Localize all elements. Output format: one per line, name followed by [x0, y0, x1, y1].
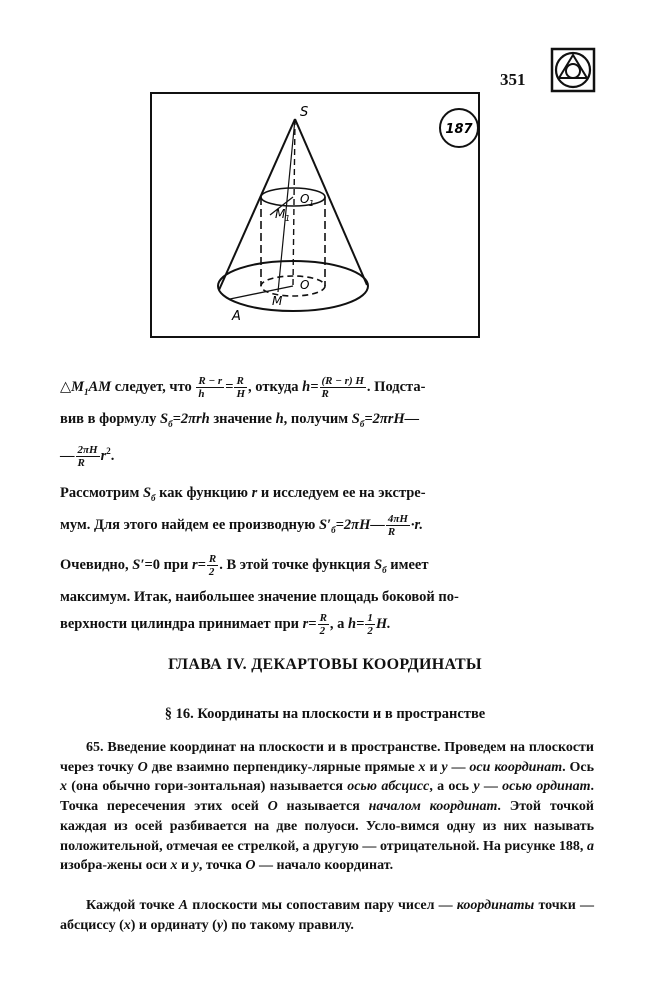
figure-number-badge: 187 — [445, 122, 473, 137]
chapter-title: ГЛАВА IV. ДЕКАРТОВЫ КООРДИНАТЫ — [168, 656, 482, 673]
label-o1-sub: 1 — [309, 199, 315, 208]
paragraph-derivation: $\triangle M_1AM$ следует, что $\frac{R - r}{h}$ = $\frac{R}{H}$ , откуда h= $\frac{(R - r) H}{R}$ . Подста- вив в формулу $S_б=2\pi rh$ значение h, получим $S_б=2\pi rH—$ — $\frac{2\pi H}{R}$ $r^2$. — [60, 375, 426, 469]
section-logo-icon — [549, 46, 597, 94]
label-m1: M — [275, 207, 286, 221]
page-number: 351 — [500, 70, 526, 89]
figure-cone-cylinder — [150, 92, 480, 338]
paragraph-coordinates-rule: Каждой точке A плоскости мы сопоставим пару чисел — координаты точки — абсциссу (x) и ординату (y) по такому правилу. — [60, 898, 594, 933]
paragraph-65: 65. Введение координат на плоскости и в пространстве. Проведем на плоскости через точку O две взаимно перпендику-лярные прямые x и y — оси координат. Ось x (она обычно гори-зонтальная) называется осью абсцисс, а ось y — осью ординат. Точка пересечения этих осей O называется началом координат. Этой точкой каждая из осей разбивается на две полуоси. Усло-вимся одну из них называть положительной, отмечая ее стрелкой, а другую — отрицательной. На рисунке 188, а изобра-жены оси x и y, точка O — начало координат. — [60, 740, 594, 874]
label-m1-sub: 1 — [285, 214, 291, 223]
section-title: § 16. Координаты на плоскости и в пространстве — [164, 706, 486, 722]
label-s: S — [300, 105, 309, 120]
label-m: M — [272, 294, 283, 308]
label-a: A — [232, 309, 241, 324]
paragraph-maximum: Очевидно, S′=0 при r= $\frac{R}{2}$ . В этой точке функция $S_б$ имеет максимум. Итак, наибольшее значение площадь боковой по- верхности цилиндра принимает при r= $\frac{R}{2}$ , а h= $\frac{1}{2}$ H. — [60, 553, 459, 638]
label-o: O — [300, 278, 310, 292]
label-o1: O — [300, 192, 310, 206]
paragraph-derivative: Рассмотрим $S_б$ как функцию r и исследуем ее на экстре- мум. Для этого найдем ее производную $S'_б=2\pi H—$ $\frac{4\pi H}{R}$ ·r. — [60, 485, 426, 539]
